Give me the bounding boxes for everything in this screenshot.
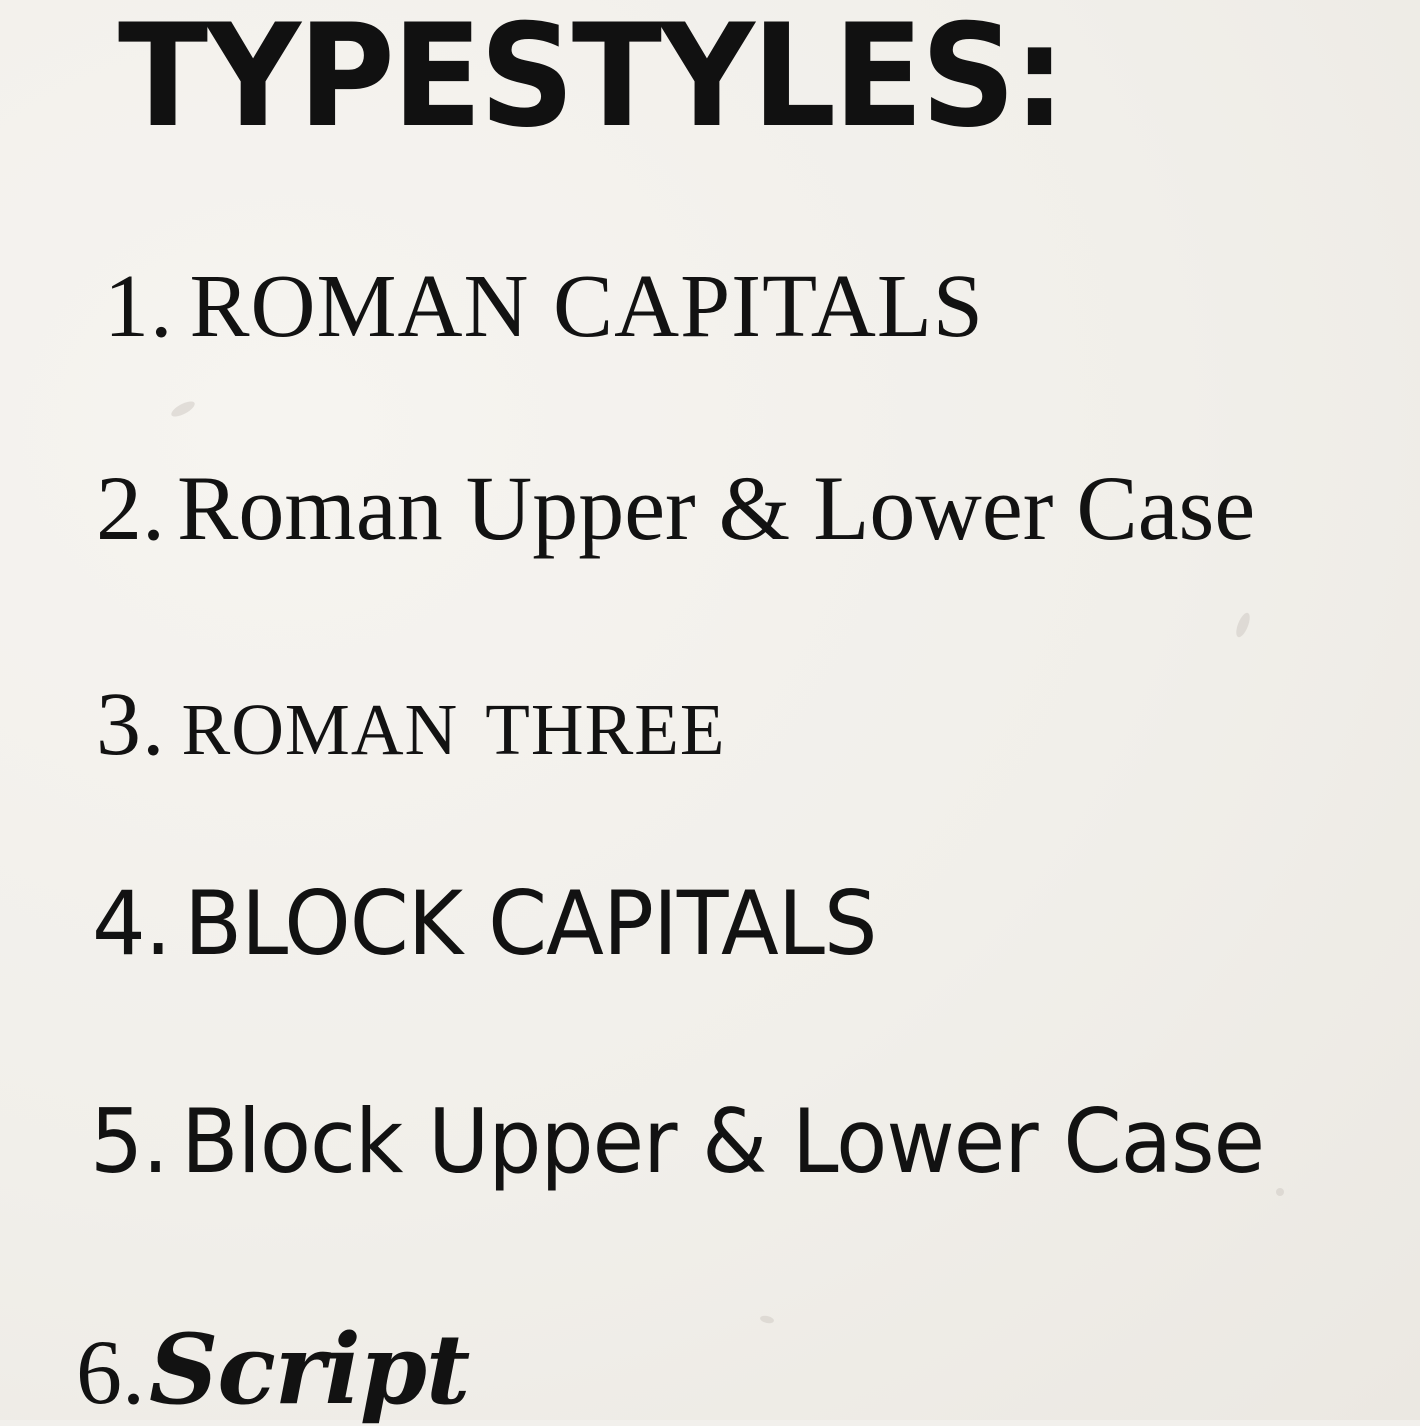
paper-speck (169, 398, 197, 419)
paper-speck (1276, 1188, 1284, 1196)
list-item-number: 5. (90, 1090, 168, 1193)
list-item-label: Script (149, 1313, 470, 1426)
list-item-roman-capitals (104, 257, 984, 356)
list-item-number: 4. (92, 872, 171, 975)
paper-speck (759, 1315, 774, 1325)
list-item-block-upper-lower (90, 1090, 1265, 1193)
list-item-label: roman three (181, 662, 726, 777)
list-item-number: 1. (104, 257, 174, 356)
list-item-label: Roman Upper & Lower Case (177, 457, 1256, 559)
paper-speck (1233, 611, 1252, 639)
list-item-roman-three (96, 662, 726, 777)
list-item-script (76, 1313, 470, 1426)
list-item-roman-upper-lower (96, 457, 1256, 559)
page-title: TYPESTYLES: (118, 0, 1064, 159)
list-item-label: BLOCK CAPITALS (184, 872, 877, 975)
list-item-label: ROMAN CAPITALS (189, 257, 984, 356)
list-item-label: Block Upper & Lower Case (181, 1090, 1265, 1193)
list-item-block-capitals (92, 872, 877, 975)
list-item-number: 6. (76, 1321, 145, 1423)
list-item-number: 2. (96, 457, 165, 559)
list-item-number: 3. (96, 675, 166, 774)
